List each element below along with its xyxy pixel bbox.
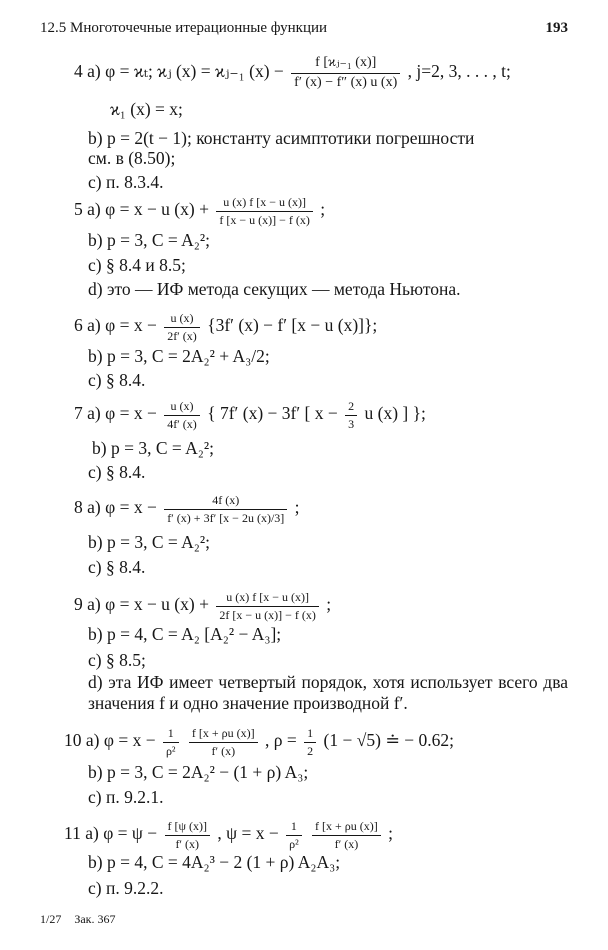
ex10-fraction-1: $\frac{1}{\text{ρ²}}$ (163, 727, 179, 757)
ex5-b: b) p = 3, C = A₂²; (88, 230, 210, 250)
ex9-a: 9 a) φ = x − u (x) + $\frac{u (x) f [x - u (x)]}{2f [x - u (x)] - f (x)}$ ; (74, 590, 332, 622)
ex11-c: c) п. 9.2.2. (88, 878, 164, 898)
ex9-b: b) p = 4, C = A₂ [A₂² − A₃]; (88, 624, 282, 644)
ex10-b: b) p = 3, C = 2A₂² − (1 + ρ) A₃; (88, 762, 309, 782)
ex7-c: c) § 8.4. (88, 462, 146, 482)
ex10-fraction-2: $\frac{f [x + \rho u (x)]}{f' (x)}$ (189, 727, 258, 757)
ex7-a: 7 a) φ = x − $\frac{u (x)}{4f' (x)}$ { 7f′ (x) − 3f′ [ x − $\frac{2}{3}$ u (x) ] }; (74, 399, 426, 431)
ex5-c: c) § 8.4 и 8.5; (88, 255, 186, 275)
ex11-a: 11 a) φ = ψ − $\frac{f [\psi (x)]}{f' (x)}$ , ψ = x − $\frac{1}{\text{ρ²}}$ $\frac{f [x + \rho u (x)]}{f' (x)}$ ; (64, 819, 394, 851)
ex11-fraction-1: $\frac{f [\psi (x)]}{f' (x)}$ (165, 820, 211, 850)
ex8-fraction: $\frac{4f (x)}{f' (x) + 3f' [x - 2u (x)/3]}$ (164, 494, 287, 524)
ex10-fraction-3: $\frac{1}{2}$ (304, 727, 316, 757)
order-number: Зак. 367 (74, 912, 116, 926)
ex4-b: b) p = 2(t − 1); константу асимптотики погрешности (88, 128, 475, 148)
ex4-c: c) п. 8.3.4. (88, 172, 164, 192)
ex8-b: b) p = 3, C = A₂²; (88, 532, 210, 552)
ex6-b: b) p = 3, C = 2A₂² + A₃/2; (88, 346, 270, 366)
ex10-a: 10 a) φ = x − $\frac{1}{\text{ρ²}}$ $\frac{f [x + \rho u (x)]}{f' (x)}$ , ρ = $\frac{1}{2}$ (1 − √5) ≐ − 0.62; (64, 726, 455, 758)
ex5-a: 5 a) φ = x − u (x) + $\frac{u (x) f [x - u (x)]}{f [x - u (x)] - f (x)}$ ; (74, 195, 326, 227)
page-number: 193 (545, 20, 568, 36)
ex4-a: 4 a) φ = ϰₜ; ϰⱼ (x) = ϰⱼ₋₁ (x) − $\frac{\text{f [ϰⱼ₋₁ (x)]}}{f' (x) - f'' (x) u (x)}$ , j=2, 3, . . . , t; (74, 55, 511, 90)
ex11-b: b) p = 4, C = 4A₂³ − 2 (1 + ρ) A₂A₃; (88, 852, 341, 872)
ex5-fraction: $\frac{u (x) f [x - u (x)]}{f [x - u (x)] - f (x)}$ (216, 196, 313, 226)
ex7-b: b) p = 3, C = A₂²; (92, 438, 214, 458)
ex11-fraction-2: $\frac{1}{\text{ρ²}}$ (286, 820, 302, 850)
ex8-a: 8 a) φ = x − $\frac{4f (x)}{f' (x) + 3f' [x - 2u (x)/3]}$ ; (74, 493, 300, 525)
ex7-fraction: $\frac{u (x)}{4f' (x)}$ (164, 400, 200, 430)
ex6-c: c) § 8.4. (88, 370, 146, 390)
ex7-fraction-2: $\frac{2}{3}$ (345, 400, 357, 430)
ex5-d: d) это — ИФ метода секущих — метода Ньютона. (88, 279, 461, 299)
ex4-a2: ϰ₁ (x) = x; (110, 99, 183, 119)
ex10-c: c) п. 9.2.1. (88, 787, 164, 807)
ex4-fraction: $\frac{\text{f [ϰⱼ₋₁ (x)]}}{f' (x) - f'' (x) u (x)}$ (291, 56, 400, 90)
running-header (40, 20, 568, 42)
header-title: 12.5 Многоточечные итерационные функции (40, 20, 328, 36)
sheet-mark: 1/27 (40, 912, 62, 926)
page-footer (40, 912, 126, 927)
ex4-b2: см. в (8.50); (88, 148, 176, 168)
ex6-a: 6 a) φ = x − $\frac{u (x)}{2f' (x)}$ {3f′ (x) − f′ [x − u (x)]}; (74, 311, 378, 343)
ex9-c: c) § 8.5; (88, 650, 146, 670)
ex9-d: d) эта ИФ имеет четвертый порядок, хотя использует всего два значения f и одно значение производной f′. (88, 672, 568, 713)
ex11-fraction-3: $\frac{f [x + \rho u (x)]}{f' (x)}$ (312, 820, 381, 850)
ex8-c: c) § 8.4. (88, 557, 146, 577)
ex9-fraction: $\frac{u (x) f [x - u (x)]}{2f [x - u (x)] - f (x)}$ (216, 591, 319, 621)
ex6-fraction: $\frac{u (x)}{2f' (x)}$ (164, 312, 200, 342)
